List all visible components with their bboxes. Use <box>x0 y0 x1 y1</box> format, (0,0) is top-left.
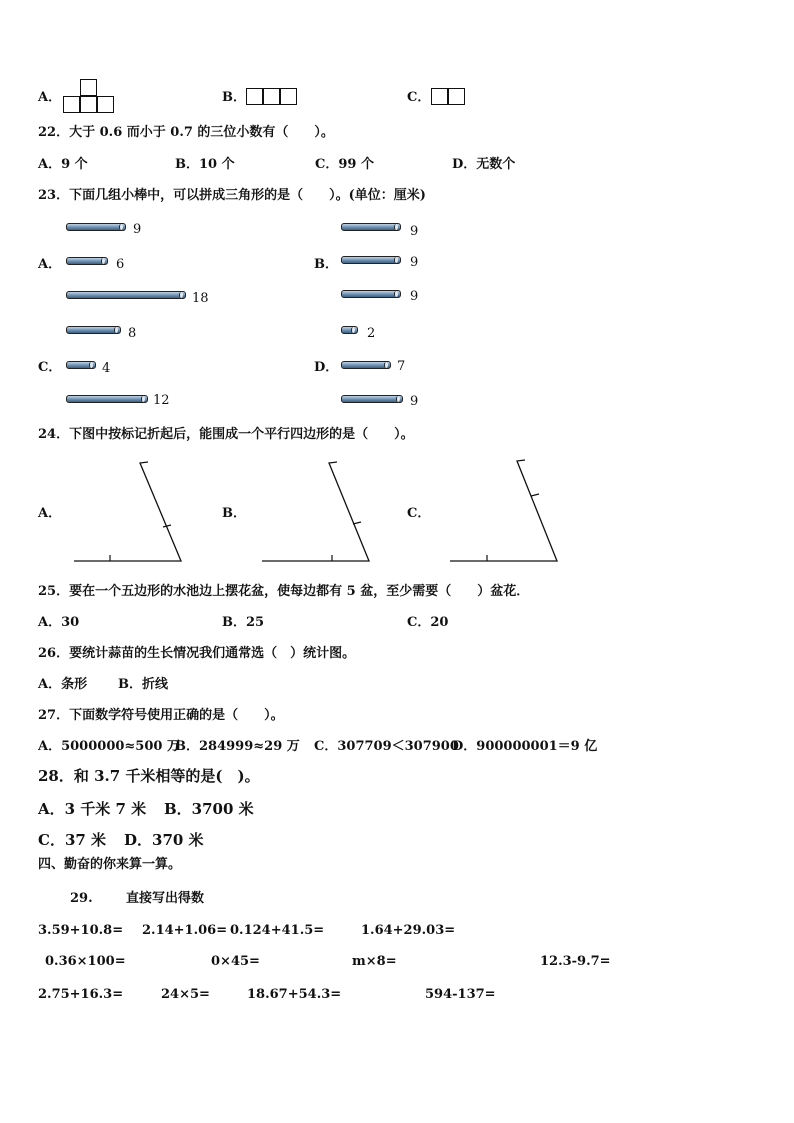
calc-item: 2.14+1.06= <box>142 923 228 938</box>
calc-item: 0.36×100= <box>45 954 126 969</box>
q28-option-d: D．370 米 <box>124 831 204 849</box>
calc-item: 3.59+10.8= <box>38 923 124 938</box>
q28-option-a: A．3 千米 7 米 <box>38 800 147 818</box>
q24-stem: 24．下图中按标记折起后，能围成一个平行四边形的是（ ）。 <box>38 427 414 442</box>
q24-option-c: C． <box>407 506 431 521</box>
calc-item: 1.64+29.03= <box>361 923 456 938</box>
stick-c-1-label: 8 <box>128 326 137 341</box>
q26-option-a: A．条形 <box>38 677 88 692</box>
q29-number: 29. <box>70 891 93 906</box>
q21-option-a: A． <box>38 90 62 105</box>
calc-item: 0×45= <box>211 954 260 969</box>
calc-item: 594-137= <box>425 987 496 1002</box>
q27-option-c: C．307709＜307900 <box>314 739 459 754</box>
stick-a-3-label: 18 <box>192 291 209 306</box>
q25-stem: 25．要在一个五边形的水池边上摆花盆，使每边都有 5 盆，至少需要（ ）盆花． <box>38 584 530 599</box>
stick-a-2-label: 6 <box>116 257 125 272</box>
calc-item: 0.124+41.5= <box>230 923 325 938</box>
stick-d-2-label: 7 <box>397 359 406 374</box>
q29-title: 直接写出得数 <box>126 891 205 906</box>
stick-b-1-label: 9 <box>410 224 419 239</box>
q22-option-a: A．9 个 <box>38 157 88 172</box>
q28-option-c: C．37 米 <box>38 831 107 849</box>
q23-option-d: D． <box>314 360 339 375</box>
q28-stem: 28．和 3.7 千米相等的是( )。 <box>38 767 260 785</box>
q23-option-b: B． <box>314 257 338 272</box>
q22-option-b: B．10 个 <box>175 157 235 172</box>
q27-option-d: D．900000001＝9 亿 <box>452 739 598 754</box>
q26-stem: 26．要统计蒜苗的生长情况我们通常选（ ）统计图。 <box>38 646 356 661</box>
q25-option-b: B．25 <box>222 615 265 630</box>
q24-option-b: B． <box>222 506 246 521</box>
q22-option-d: D．无数个 <box>452 157 516 172</box>
q24-option-a: A． <box>38 506 62 521</box>
q21-option-c: C． <box>407 90 431 105</box>
stick-c-2-label: 4 <box>102 361 111 376</box>
calc-item: 12.3-9.7= <box>540 954 611 969</box>
calc-item: m×8= <box>352 954 397 969</box>
q22-stem: 22．大于 0.6 而小于 0.7 的三位小数有（ ）。 <box>38 125 334 140</box>
q23-option-c: C． <box>38 360 62 375</box>
stick-b-3-label: 9 <box>410 289 419 304</box>
q27-stem: 27．下面数学符号使用正确的是（ ）。 <box>38 708 284 723</box>
calc-item: 18.67+54.3= <box>247 987 342 1002</box>
q23-option-a: A． <box>38 257 62 272</box>
q26-option-b: B．折线 <box>118 677 168 692</box>
stick-d-3-label: 9 <box>410 394 419 409</box>
q21-option-b: B． <box>222 90 246 105</box>
q25-option-a: A．30 <box>38 615 80 630</box>
q25-option-c: C．20 <box>407 615 449 630</box>
q28-option-b: B．3700 米 <box>164 800 254 818</box>
stick-d-1-label: 2 <box>367 326 376 341</box>
q27-option-b: B．284999≈29 万 <box>175 739 300 754</box>
q27-option-a: A．5000000≈500 万 <box>38 739 180 754</box>
calc-item: 24×5= <box>161 987 210 1002</box>
stick-c-3-label: 12 <box>153 393 170 408</box>
stick-b-2-label: 9 <box>410 255 419 270</box>
q23-stem: 23．下面几组小棒中，可以拼成三角形的是（ ）。(单位：厘米) <box>38 188 426 203</box>
calc-item: 2.75+16.3= <box>38 987 124 1002</box>
q22-option-c: C．99 个 <box>315 157 374 172</box>
section-heading: 四、勤奋的你来算一算。 <box>38 857 182 872</box>
stick-a-1-label: 9 <box>133 222 142 237</box>
